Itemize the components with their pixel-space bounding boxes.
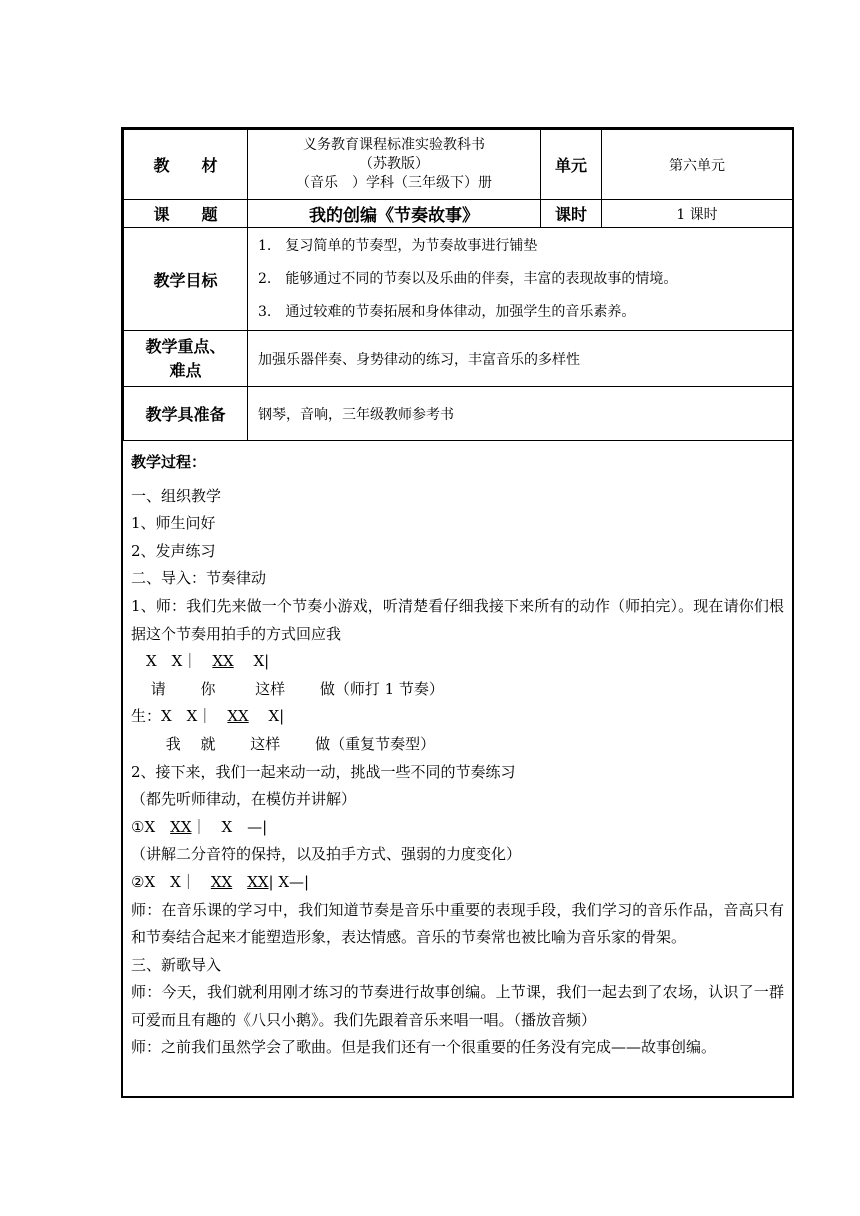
goal-item-2: 2. 能够通过不同的节奏以及乐曲的伴奏，丰富的表现故事的情境。 <box>258 270 678 287</box>
lesson-plan-sheet <box>121 127 794 1098</box>
period-value: 1 课时 <box>602 200 793 228</box>
section-1-item-2: 2、发声练习 <box>131 541 216 560</box>
goals-row <box>124 228 793 331</box>
prep-value: 钢琴，音响，三年级教师参考书 <box>248 387 793 441</box>
section-1-item-1: 1、师生问好 <box>131 514 216 533</box>
period-label: 课时 <box>541 200 602 228</box>
topic-value: 我的创编《节奏故事》 <box>248 200 541 228</box>
rhythm-line-3: ①X XX｜ X —| <box>131 817 268 836</box>
rhythm-words-1: 请 你 这样 做（师打 1 节奏） <box>131 679 444 698</box>
keypoints-value: 加强乐器伴奏、身势律动的练习，丰富音乐的多样性 <box>248 331 793 387</box>
material-line-1: 义务教育课程标准实验教科书 <box>303 137 485 153</box>
process-title: 教学过程： <box>131 453 207 471</box>
section-3-paragraph-1: 师：今天，我们就利用刚才练习的节奏进行故事创编。上节课，我们一起去到了农场，认识了一群可爱而且有趣的《八只小鹅》。我们先跟着音乐来唱一唱。（播放音频） <box>131 983 784 1029</box>
section-2-paragraph-4: （讲解二分音符的保持，以及拍手方式、强弱的力度变化） <box>131 845 522 864</box>
rhythm-line-2: 生：X X｜ XX X| <box>131 707 285 726</box>
goals-list <box>248 228 793 331</box>
prep-row <box>124 387 793 441</box>
section-2-paragraph-2: 2、接下来，我们一起来动一动，挑战一些不同的节奏练习 <box>131 762 516 781</box>
keypoints-row <box>124 331 793 387</box>
goals-label: 教学目标 <box>124 228 248 331</box>
keypoints-label <box>124 331 248 387</box>
unit-value: 第六单元 <box>602 130 793 200</box>
material-line-2: （苏教版） <box>359 156 429 172</box>
goal-item-3: 3. 通过较难的节奏拓展和身体律动，加强学生的音乐素养。 <box>258 303 636 320</box>
header-table <box>123 129 793 441</box>
section-2-paragraph-3: （都先听师律动，在模仿并讲解） <box>131 790 357 809</box>
material-line-3: （音乐 ）学科（三年级下）册 <box>296 175 492 191</box>
material-value <box>248 130 541 200</box>
topic-row <box>124 200 793 228</box>
unit-label: 单元 <box>541 130 602 200</box>
teaching-process <box>123 441 792 1062</box>
keypoints-label-line-1: 教学重点、 <box>145 336 226 356</box>
material-row <box>124 130 793 200</box>
section-3-heading: 三、新歌导入 <box>131 955 222 974</box>
topic-label: 课 题 <box>124 200 248 228</box>
rhythm-words-2: 我 就 这样 做（重复节奏型） <box>131 734 436 753</box>
goal-item-1: 1. 复习简单的节奏型，为节奏故事进行铺垫 <box>258 237 538 254</box>
rhythm-line-1: X X｜ XX X| <box>131 652 270 671</box>
section-1-heading: 一、组织教学 <box>131 486 222 505</box>
rhythm-line-4: ②X X｜ XX XX| X—| <box>131 872 310 891</box>
section-2-heading: 二、导入：节奏律动 <box>131 569 267 588</box>
section-2-paragraph-1: 1、师：我们先来做一个节奏小游戏，听清楚看仔细我接下来所有的动作（师拍完）。现在请你们根据这个节奏用拍手的方式回应我 <box>131 596 784 643</box>
section-2-paragraph-5: 师：在音乐课的学习中，我们知道节奏是音乐中重要的表现手段，我们学习的音乐作品，音高只有和节奏结合起来才能塑造形象，表达情感。音乐的节奏常也被比喻为音乐家的骨架。 <box>131 900 784 947</box>
material-label: 教 材 <box>124 130 248 200</box>
section-3-paragraph-2: 师：之前我们虽然学会了歌曲。但是我们还有一个很重要的任务没有完成——故事创编。 <box>131 1038 717 1057</box>
keypoints-label-line-2: 难点 <box>169 360 202 380</box>
prep-label: 教学具准备 <box>124 387 248 441</box>
